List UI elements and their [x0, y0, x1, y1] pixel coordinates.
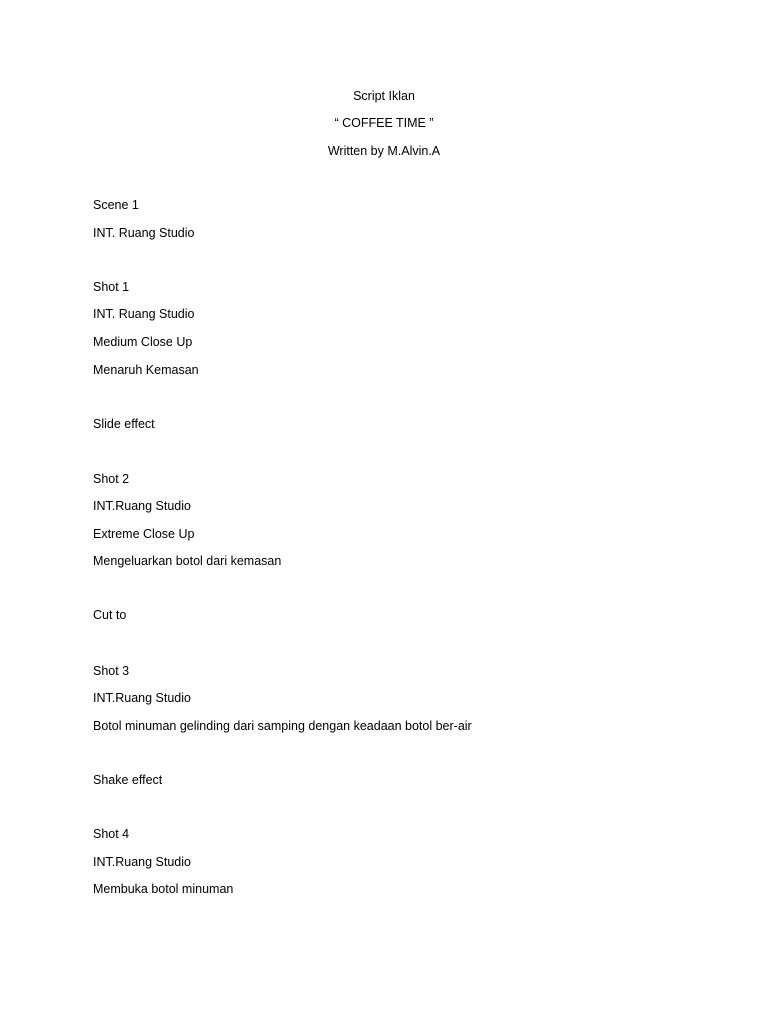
shot-location: INT.Ruang Studio: [93, 691, 191, 705]
shot-location: INT.Ruang Studio: [93, 855, 191, 869]
shot-heading: Shot 2: [93, 472, 130, 486]
shot-location: INT. Ruang Studio: [93, 307, 195, 321]
scene-location: INT. Ruang Studio: [93, 226, 195, 240]
transition-note: Shake effect: [93, 773, 163, 787]
shot-action: Botol minuman gelinding dari samping dengan keadaan botol ber-air: [93, 719, 472, 733]
scene-heading: Scene 1: [93, 198, 139, 212]
shot-action: Mengeluarkan botol dari kemasan: [93, 554, 282, 568]
shot-framing: Extreme Close Up: [93, 527, 195, 541]
shot-framing: Medium Close Up: [93, 335, 193, 349]
ad-title: “ COFFEE TIME ”: [334, 116, 434, 130]
transition-note: Slide effect: [93, 417, 155, 431]
author-line: Written by M.Alvin.A: [327, 144, 441, 158]
shot-location: INT.Ruang Studio: [93, 499, 191, 513]
document-title: Script Iklan: [353, 89, 415, 103]
shot-heading: Shot 4: [93, 827, 130, 841]
shot-action: Membuka botol minuman: [93, 882, 234, 896]
transition-note: Cut to: [93, 608, 127, 622]
shot-heading: Shot 1: [93, 280, 130, 294]
shot-action: Menaruh Kemasan: [93, 363, 199, 377]
shot-heading: Shot 3: [93, 664, 130, 678]
